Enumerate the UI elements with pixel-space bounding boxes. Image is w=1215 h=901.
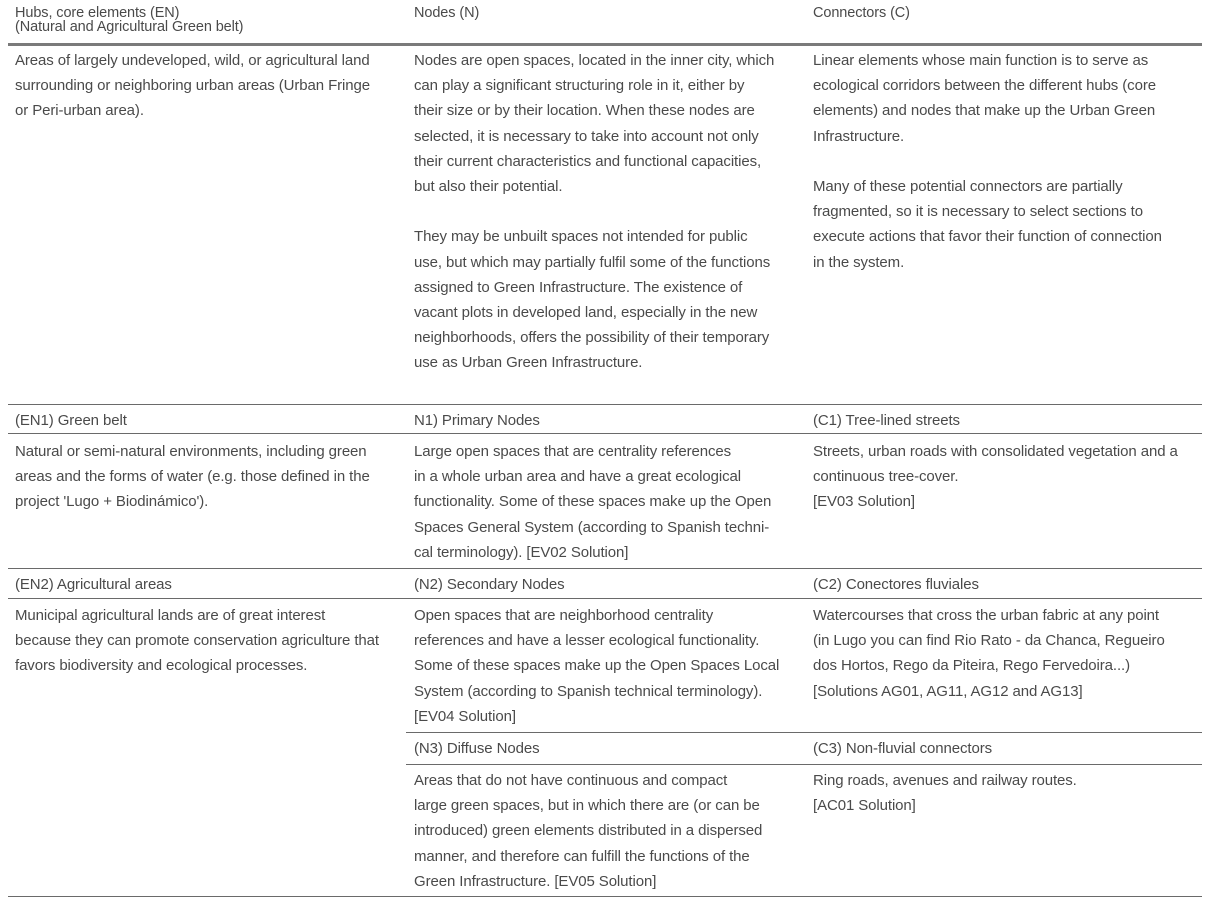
label-c2-conectores-fluviales: (C2) Conectores fluviales — [813, 576, 979, 593]
intro-connectors-definition: Linear elements whose main function is to serve as ecological corridors between the different hubs (core elements) and nodes that make up the Urban Green Infrastructure. Many of these potential connectors are partially fragmented, so it is necessary to select sections to execute actions that favor their function of connection in the system. — [813, 52, 1162, 271]
row-divider — [8, 598, 1202, 599]
label-n2-secondary-nodes: (N2) Secondary Nodes — [414, 576, 565, 593]
header-connectors: Connectors (C) — [813, 5, 910, 21]
text-n3: Areas that do not have continuous and compact large green spaces, but in which there are (or can be introduced) green elements distributed in a dispersed manner, and therefore can fulfill the functions of the Green Infrastructure. [EV05 Solution] — [414, 772, 763, 890]
text-c1: Streets, urban roads with consolidated vegetation and a continuous tree-cover. [EV03 Solution] — [813, 443, 1178, 511]
label-en2-agricultural-areas: (EN2) Agricultural areas — [15, 576, 172, 593]
intro-hubs-definition: Areas of largely undeveloped, wild, or agricultural land surrounding or neighboring urban areas (Urban Fringe or Peri-urban area). — [15, 52, 371, 120]
header-divider — [8, 43, 1202, 46]
row-divider-partial — [406, 764, 1202, 765]
label-en1-green-belt: (EN1) Green belt — [15, 412, 127, 429]
table-bottom-rule — [8, 896, 1202, 897]
row-divider — [8, 568, 1202, 569]
row-divider — [8, 404, 1202, 405]
label-n3-diffuse-nodes: (N3) Diffuse Nodes — [414, 740, 540, 757]
text-c3: Ring roads, avenues and railway routes. [AC01 Solution] — [813, 772, 1077, 815]
label-n1-primary-nodes: N1) Primary Nodes — [414, 412, 540, 429]
label-c3-non-fluvial-connectors: (C3) Non-fluvial connectors — [813, 740, 993, 757]
text-en1: Natural or semi-natural environments, including green areas and the forms of water (e.g. those defined in the project 'Lugo + Biodinámico'). — [15, 443, 370, 511]
text-c2: Watercourses that cross the urban fabric at any point (in Lugo you can find Rio Rato - da Chanca, Regueiro dos Hortos, Rego da Piteira, Rego Fervedoira...) [Solutions AG01, AG11, AG12 and AG13] — [813, 607, 1165, 700]
text-en2: Municipal agricultural lands are of great interest because they can promote conservation agriculture that favors biodiversity and ecological processes. — [15, 607, 379, 675]
intro-nodes-definition: Nodes are open spaces, located in the inner city, which can play a significant structuring role in it, either by their size or by their location. When these nodes are selected, it is necessary to take into account not only their current characteristics and functional capacities, but also their potential. They may be unbuilt spaces not intended for public use, but which may partially fulfil some of the functions assigned to Green Infrastructure. The existence of vacant plots in developed land, especially in the new neighborhoods, offers the possibility of their temporary use as Urban Green Infrastructure. — [414, 52, 775, 372]
label-c1-tree-lined-streets: (C1) Tree-lined streets — [813, 412, 960, 429]
row-divider — [8, 433, 1202, 434]
row-divider-partial — [406, 732, 1202, 733]
text-n1: Large open spaces that are centrality references in a whole urban area and have a great ecological functionality. Some of these spaces make up the Open Spaces General System (according to Spanish techni- cal terminology). [EV02 Solution] — [414, 443, 772, 561]
text-n2: Open spaces that are neighborhood centrality references and have a lesser ecological functionality. Some of these spaces make up the Open Spaces Local System (according to Spanish technical terminology). [EV04 Solution] — [414, 607, 780, 725]
header-nodes: Nodes (N) — [414, 5, 480, 21]
header-hubs: Hubs, core elements (EN) (Natural and Agricultural Green belt) — [15, 5, 244, 35]
